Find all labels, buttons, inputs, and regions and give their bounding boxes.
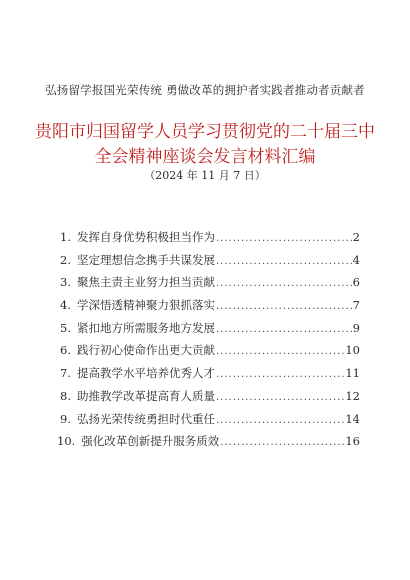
document-title xyxy=(0,120,410,170)
toc-item-label: 聚焦主责主业努力担当贡献 xyxy=(76,275,215,290)
toc-dot-leader xyxy=(216,301,352,312)
toc-item-label: 紧扣地方所需服务地方发展 xyxy=(76,320,215,335)
toc-item-page: 14 xyxy=(345,411,360,426)
toc-item[interactable] xyxy=(60,411,360,434)
toc-dot-leader xyxy=(216,233,352,244)
toc-item-label: 学深悟透精神聚力狠抓落实 xyxy=(76,298,215,313)
toc-dot-leader xyxy=(216,278,352,289)
toc-dot-leader xyxy=(216,392,344,403)
toc-dot-leader xyxy=(216,256,352,267)
toc-item-number: 10. xyxy=(57,434,76,449)
toc-item[interactable] xyxy=(57,433,360,456)
toc-item[interactable] xyxy=(60,388,360,411)
toc-item[interactable] xyxy=(60,365,360,388)
toc-item[interactable] xyxy=(60,297,360,320)
toc-item-page: 6 xyxy=(352,275,360,290)
toc-item-number: 3. xyxy=(60,275,71,290)
toc-item-number: 9. xyxy=(60,411,71,426)
toc-item-number: 1. xyxy=(60,230,71,244)
toc-item[interactable] xyxy=(60,252,360,275)
toc-item-page: 16 xyxy=(345,434,360,449)
toc-dot-leader xyxy=(216,369,344,380)
document-date: （2024 年 11 月 7 日） xyxy=(144,169,266,182)
toc-item[interactable] xyxy=(60,229,360,252)
toc-dot-leader xyxy=(216,324,352,335)
toc-item-page: 4 xyxy=(352,252,360,267)
toc-item-page: 7 xyxy=(352,298,360,313)
toc-item-number: 5. xyxy=(60,320,71,335)
toc-item-page: 12 xyxy=(345,388,360,403)
toc-item-label: 提高教学水平培养优秀人才 xyxy=(76,366,215,381)
toc-item[interactable] xyxy=(60,320,360,343)
toc-item-label: 践行初心使命作出更大贡献 xyxy=(76,343,215,358)
toc-dot-leader xyxy=(216,346,344,357)
toc-item-number: 4. xyxy=(60,298,71,313)
toc-item-label: 弘扬光荣传统勇担时代重任 xyxy=(76,411,215,426)
toc-item[interactable] xyxy=(60,274,360,297)
toc-item-page: 9 xyxy=(352,320,360,335)
toc-dot-leader xyxy=(216,415,344,426)
toc-item-label: 助推教学改革提高育人质量 xyxy=(76,388,215,403)
toc-item-number: 7. xyxy=(60,366,71,381)
toc-item-label: 坚定理想信念携手共谋发展 xyxy=(76,252,215,267)
toc-item-number: 2. xyxy=(60,252,71,267)
table-of-contents xyxy=(57,229,360,456)
title-line-2: 全会精神座谈会发言材料汇编 xyxy=(94,147,316,167)
toc-item-number: 8. xyxy=(60,388,71,403)
header-slogan: 弘扬留学报国光荣传统 勇做改革的拥护者实践者推动者贡献者 xyxy=(45,83,365,97)
toc-item-page: 11 xyxy=(345,366,360,381)
title-line-1: 贵阳市归国留学人员学习贯彻党的二十届三中 xyxy=(35,122,375,142)
toc-item-number: 6. xyxy=(60,343,71,358)
toc-item-page: 10 xyxy=(345,343,360,358)
toc-item-label: 发挥自身优势积极担当作为 xyxy=(76,230,215,244)
toc-item-page: 2 xyxy=(352,230,360,244)
toc-item-label: 强化改革创新提升服务质效 xyxy=(81,434,220,449)
toc-dot-leader xyxy=(220,437,344,448)
toc-item[interactable] xyxy=(60,342,360,365)
